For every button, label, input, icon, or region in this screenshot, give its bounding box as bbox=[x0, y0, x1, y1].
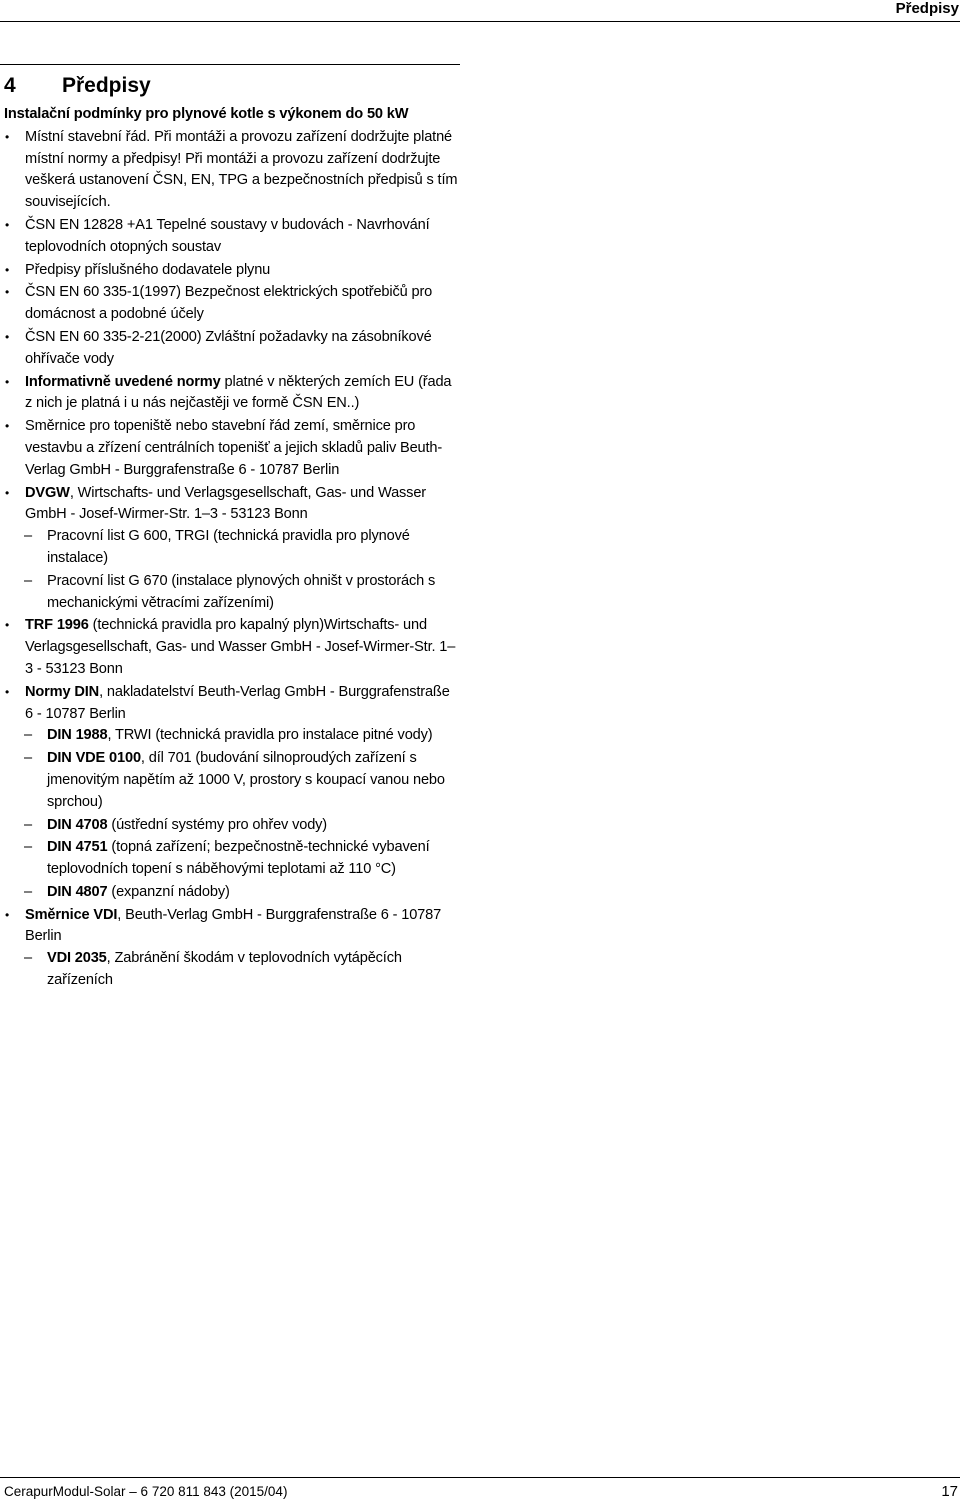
item-text: , TRWI (technická pravidla pro instalace pitné vody) bbox=[107, 727, 433, 744]
item-bold-text: Informativně uvedené normy bbox=[25, 373, 221, 390]
item-text: Pracovní list G 600, TRGI (technická pravidla pro plynové instalace) bbox=[47, 528, 410, 566]
section-heading bbox=[4, 72, 151, 100]
sub-list-item bbox=[4, 815, 460, 837]
item-bold-text: Směrnice VDI bbox=[25, 906, 118, 923]
item-text: ČSN EN 60 335-1(1997) Bezpečnost elektrických spotřebičů pro domácnost a podobné účely bbox=[25, 284, 433, 323]
footer-document-id: CerapurModul-Solar – 6 720 811 843 (2015/04) bbox=[4, 1484, 288, 1499]
item-text: , Zabránění škodám v teplovodních vytápěcích zařízeních bbox=[47, 950, 402, 989]
item-bold-text: DIN 1988 bbox=[47, 727, 108, 744]
item-bold-text: DVGW bbox=[25, 484, 70, 501]
regulations-list bbox=[4, 127, 460, 992]
item-text: , nakladatelství Beuth-Verlag GmbH - Burggrafenstraße 6 - 10787 Berlin bbox=[25, 683, 450, 722]
section-body bbox=[4, 104, 460, 993]
list-item bbox=[4, 416, 460, 481]
item-bold-text: Normy DIN bbox=[25, 683, 100, 700]
list-item bbox=[4, 682, 460, 904]
list-item bbox=[4, 905, 460, 992]
item-bold-text: TRF 1996 bbox=[25, 617, 89, 634]
item-text: (technická pravidla pro kapalný plyn)Wirtschafts- und Verlagsgesellschaft, Gas- und Wasser GmbH - Josef-Wirmer-Str. 1–3 - 53123 Bonn bbox=[25, 617, 456, 677]
section-divider bbox=[0, 64, 460, 65]
sub-list-item bbox=[4, 882, 460, 904]
subheading: Instalační podmínky pro plynové kotle s výkonem do 50 kW bbox=[4, 106, 409, 122]
item-text: Předpisy příslušného dodavatele plynu bbox=[25, 261, 271, 278]
item-bold-text: VDI 2035 bbox=[47, 950, 107, 967]
item-text: (expanzní nádoby) bbox=[107, 883, 230, 900]
sub-list-item bbox=[4, 748, 460, 813]
item-text: , díl 701 (budování silnoproudých zařízení s jmenovitým napětím až 1000 V, prostory s koupací vanou nebo sprchou) bbox=[47, 750, 445, 810]
running-header-title: Předpisy bbox=[895, 0, 959, 17]
item-text: Pracovní list G 670 (instalace plynových ohništ v prostorách s mechanickými větracími zařízeními) bbox=[47, 572, 436, 611]
item-bold-text: DIN VDE 0100 bbox=[47, 750, 141, 767]
item-text: ČSN EN 12828 +A1 Tepelné soustavy v budovách - Navrhování teplovodních otopných soustav bbox=[25, 216, 430, 255]
sub-list bbox=[25, 948, 460, 992]
item-text: (ústřední systémy pro ohřev vody) bbox=[107, 816, 328, 833]
section-title: Předpisy bbox=[62, 74, 151, 97]
item-text: , Beuth-Verlag GmbH - Burggrafenstraße 6 - 10787 Berlin bbox=[25, 906, 442, 945]
item-bold-text: DIN 4807 bbox=[47, 883, 108, 900]
page-number: 17 bbox=[941, 1483, 958, 1500]
item-text: Směrnice pro topeniště nebo stavební řád zemí, směrnice pro vestavbu a zřízení centrálních topenišť a jejich skladů paliv Beuth-Verlag GmbH - Burggrafenstraße 6 - 10787 Berlin bbox=[25, 418, 443, 478]
footer-divider bbox=[0, 1477, 960, 1478]
section-number: 4 bbox=[4, 74, 16, 97]
list-item bbox=[4, 215, 460, 259]
list-item bbox=[4, 327, 460, 371]
sub-list-item bbox=[4, 948, 460, 992]
sub-list-item bbox=[4, 837, 460, 881]
item-text: , Wirtschafts- und Verlagsgesellschaft, Gas- und Wasser GmbH - Josef-Wirmer-Str. 1–3 - 53123 Bonn bbox=[25, 484, 427, 523]
item-text: (topná zařízení; bezpečnostně-technické vybavení teplovodních topení s náběhovými teplotami až 110 °C) bbox=[47, 839, 430, 878]
list-item bbox=[4, 372, 460, 416]
header-divider bbox=[0, 21, 960, 22]
list-item bbox=[4, 260, 460, 282]
list-item bbox=[4, 615, 460, 680]
sub-list-item bbox=[4, 725, 460, 747]
item-text: platné v některých zemích EU (řada z nich je platná i u nás nejčastěji ve formě ČSN EN..) bbox=[25, 373, 452, 412]
sub-list bbox=[25, 725, 460, 903]
item-bold-text: DIN 4708 bbox=[47, 816, 108, 833]
list-item bbox=[4, 282, 460, 326]
list-item bbox=[4, 483, 460, 615]
sub-list-item bbox=[4, 571, 460, 615]
item-bold-text: DIN 4751 bbox=[47, 839, 108, 856]
sub-list bbox=[25, 526, 460, 614]
sub-list-item bbox=[4, 526, 460, 570]
item-text: Místní stavební řád. Při montáži a provozu zařízení dodržujte platné místní normy a předpisy! Při montáži a provozu zařízení dodržujte veškerá ustanovení ČSN, EN, TPG a bezpečnostních předpisů s tím souvisejících. bbox=[25, 128, 458, 211]
list-item bbox=[4, 127, 460, 214]
item-text: ČSN EN 60 335-2-21(2000) Zvláštní požadavky na zásobníkové ohřívače vody bbox=[25, 328, 432, 367]
